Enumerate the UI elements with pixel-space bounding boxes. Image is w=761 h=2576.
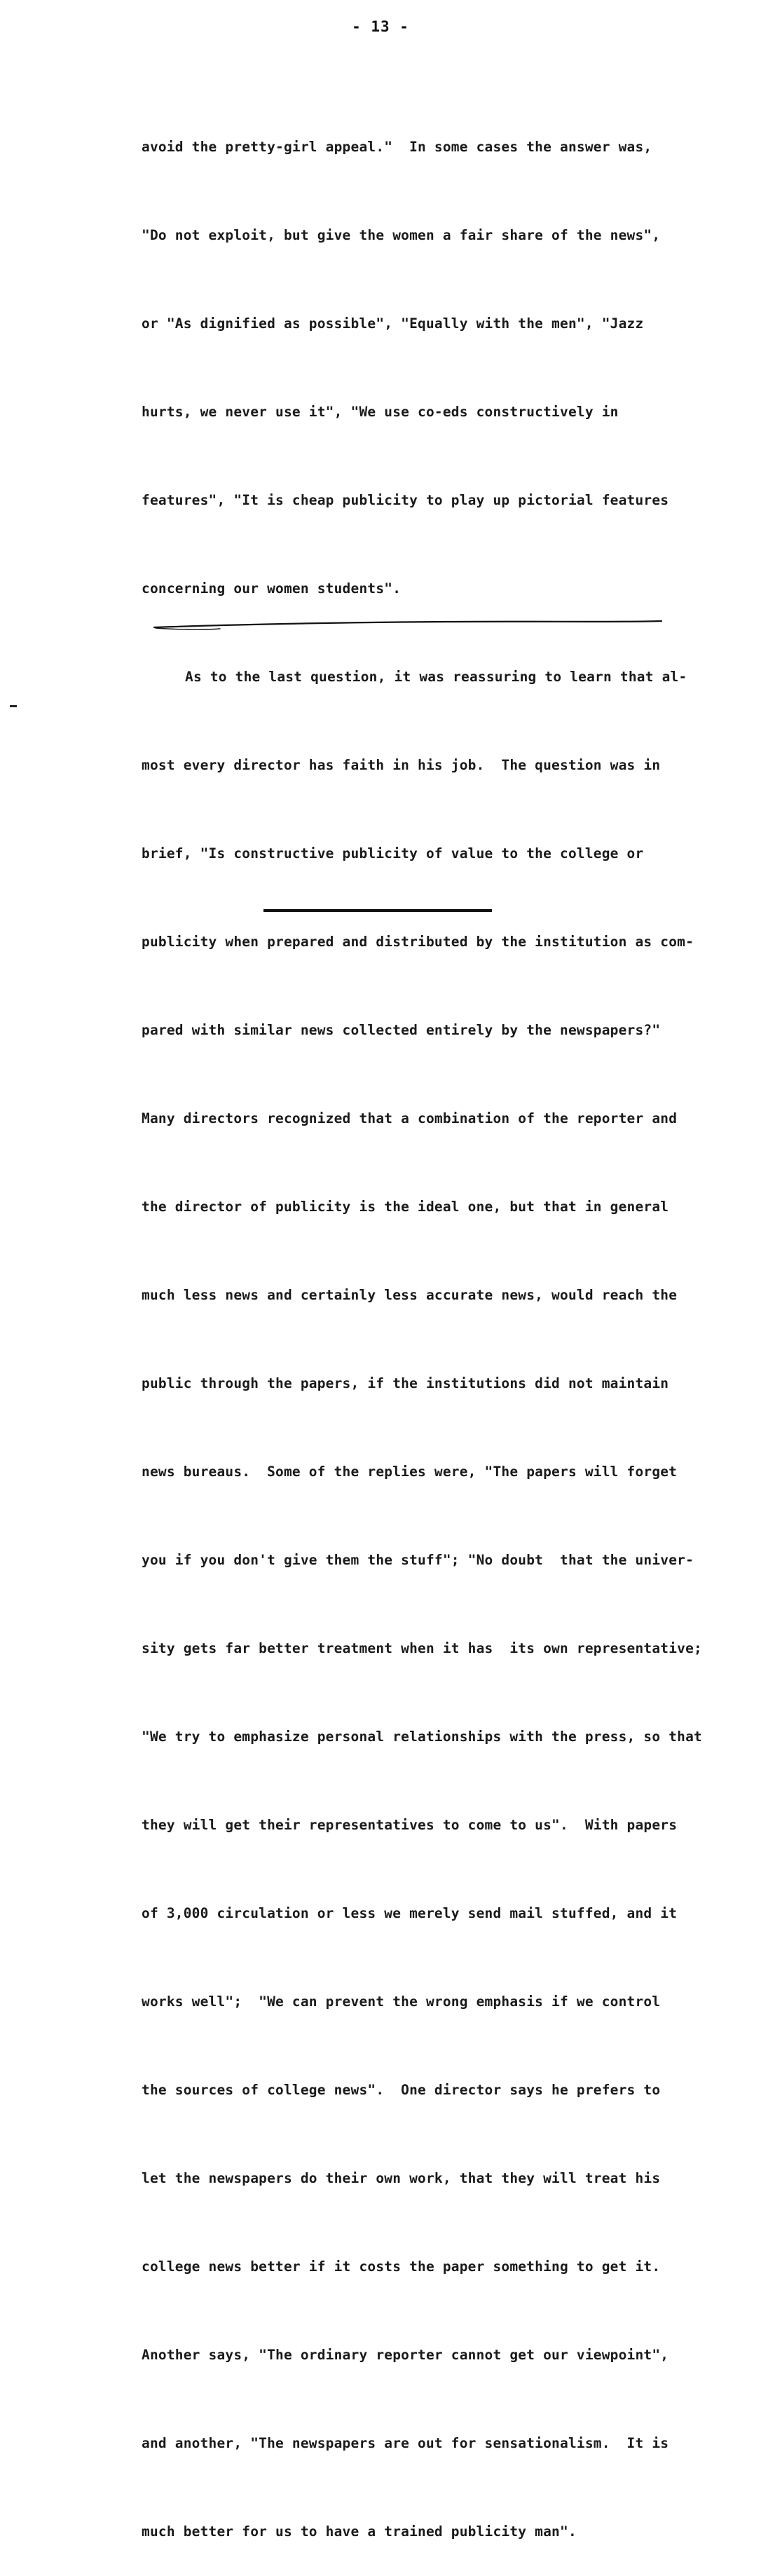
text-line: or "As dignified as possible", "Equally with the men", "Jazz [142,315,644,332]
text-line: concerning our women students". [142,580,402,597]
text-line: public through the papers, if the institutions did not maintain [142,1375,669,1391]
text-line: sity gets far better treatment when it has its own representative; [142,1640,702,1656]
text-line: features", "It is cheap publicity to play up pictorial features [142,492,669,508]
text-line: publicity when prepared and distributed by the institution as com- [142,934,694,950]
text-line: college news better if it costs the paper something to get it. [142,2258,661,2275]
body-text [142,74,730,2576]
text-line: let the newspapers do their own work, that they will treat his [142,2170,661,2186]
text-line: they will get their representatives to come to us". With papers [142,1817,678,1833]
text-line: much less news and certainly less accurate news, would reach the [142,1287,678,1303]
text-line: pared with similar news collected entirely by the newspapers?" [142,1022,661,1038]
text-line: brief, "Is constructive publicity of value to the college or [142,845,644,861]
text-line: "Do not exploit, but give the women a fair share of the news", [142,227,661,243]
text-line: and another, "The newspapers are out for sensationalism. It is [142,2435,669,2451]
text-line: "We try to emphasize personal relationships with the press, so that [142,1729,702,1745]
text-line: Many directors recognized that a combination of the reporter and [142,1110,678,1126]
end-rule [263,909,492,912]
text-line: most every director has faith in his job. The question was in [142,757,661,773]
text-line: the director of publicity is the ideal one, but that in general [142,1199,669,1215]
text-line: works well"; "We can prevent the wrong emphasis if we control [142,1994,661,2010]
text-line: Another says, "The ordinary reporter cannot get our viewpoint", [142,2347,669,2363]
text-line: avoid the pretty-girl appeal." In some cases the answer was, [142,139,652,155]
text-line: much better for us to have a trained publicity man". [142,2523,577,2540]
text-line: hurts, we never use it", "We use co-eds constructively in [142,404,619,420]
page-number: - 13 - [352,18,409,35]
text-line: the sources of college news". One director says he prefers to [142,2082,661,2098]
text-line: of 3,000 circulation or less we merely send mail stuffed, and it [142,1905,678,1921]
text-line: news bureaus. Some of the replies were, "The papers will forget [142,1464,678,1480]
paragraph-start-line: As to the last question, it was reassuring to learn that al- [185,669,687,685]
text-line: you if you don't give them the stuff"; "No doubt that the univer- [142,1552,694,1568]
margin-mark [10,705,17,707]
